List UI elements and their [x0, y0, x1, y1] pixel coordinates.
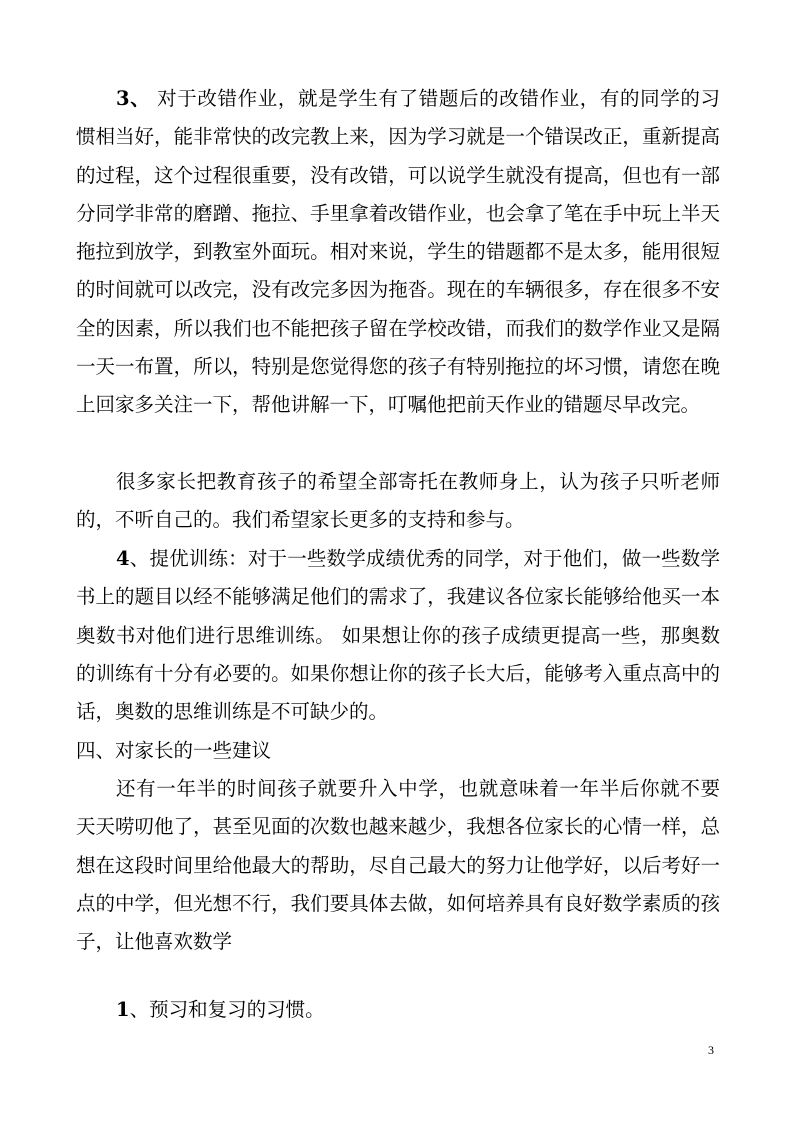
- paragraph-text: 、提优训练：对于一些数学成绩优秀的同学，对于他们，做一些数学书上的题目以经不能够满足他们的需求了，我建议各位家长能够给他买一本奥数书对他们进行思维训练。 如果想让你的孩子成绩更提高一些，那奥数的训练有十分有必要的。如果你想让你的孩子长大后，能够考入重点高中的话，奥数的思维训练是不可缺少的。: [76, 547, 720, 724]
- paragraph-text: 对于改错作业，就是学生有了错题后的改错作业，有的同学的习惯相当好，能非常快的改完教上来，因为学习就是一个错误改正，重新提高的过程，这个过程很重要，没有改错，可以说学生就没有提高，但也有一部分同学非常的磨蹭、拖拉、手里拿着改错作业，也会拿了笔在手中玩上半天拖拉到放学，到教室外面玩。相对来说，学生的错题都不是太多，能用很短的时间就可以改完，没有改完多因为拖沓。现在的车辆很多，存在很多不安全的因素，所以我们也不能把孩子留在学校改错，而我们的数学作业又是隔一天一布置，所以，特别是您觉得您的孩子有特别拖拉的坏习惯，请您在晚上回家多关注一下，帮他讲解一下，叮嘱他把前天作业的错题尽早改完。: [76, 87, 720, 417]
- paragraph-advanced-training: [76, 540, 720, 731]
- section-heading-parent-suggestions: 四、对家长的一些建议: [76, 739, 272, 762]
- item-number-3: 3、: [116, 87, 151, 110]
- page-number: 3: [708, 1043, 714, 1057]
- paragraph-text: 、预习和复习的习惯。: [129, 998, 325, 1021]
- paragraph-parent-participation: 很多家长把教育孩子的希望全部寄托在教师身上，认为孩子只听老师的，不听自己的。我们希望家长更多的支持和参与。: [76, 470, 720, 532]
- item-number-4: 4: [116, 547, 130, 570]
- paragraph-correction-homework: [76, 80, 720, 425]
- item-number-1: 1: [116, 998, 130, 1021]
- paragraph-preview-review-habit: [76, 991, 720, 1029]
- paragraph-middle-school-transition: 还有一年半的时间孩子就要升入中学，也就意味着一年半后你就不要天天唠叨他了，甚至见面的次数也越来越少，我想各位家长的心情一样，总想在这段时间里给他最大的帮助，尽自己最大的努力让他学好，以后考好一点的中学，但光想不行，我们要具体去做，如何培养具有良好数学素质的孩子，让他喜欢数学: [76, 777, 720, 954]
